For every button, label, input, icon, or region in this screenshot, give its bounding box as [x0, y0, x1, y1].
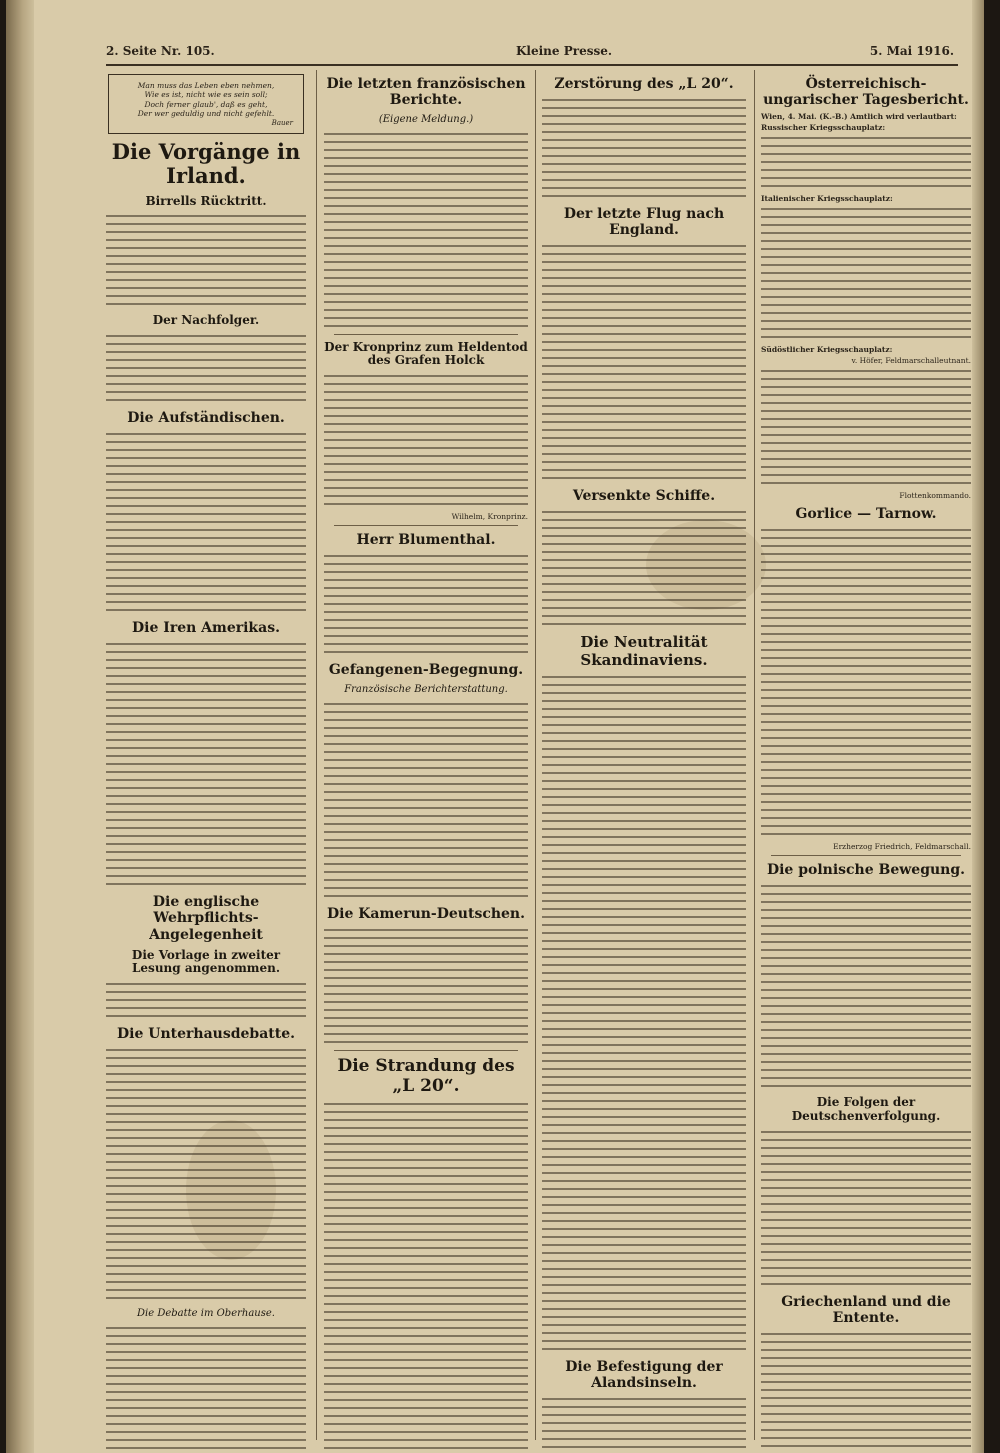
article-text-block [106, 430, 306, 614]
article-text-block [761, 526, 971, 838]
page-edge-shadow [972, 0, 984, 1453]
subhead-italienisch: Italienischer Kriegsschauplatz: [761, 194, 893, 204]
headline-kronprinz: Der Kronprinz zum Heldentod des Grafen Holck [324, 339, 528, 368]
subheadline-eigene-meldung: (Eigene Meldung.) [378, 114, 474, 126]
headline-folgen-deutschenverfolgung: Die Folgen der Deutschenverfolgung. [791, 1095, 941, 1124]
article-text-block [106, 1324, 306, 1450]
subheadline-wehrpflicht: Die Vorlage in zweiter Lesung angenommen. [131, 947, 281, 976]
dateline-wien: Wien, 4. Mai. (K.-B.) Amtlich wird verlautbart: [761, 112, 957, 122]
headline-tagesbericht: Österreichisch-ungarischer Tagesbericht. [763, 76, 969, 109]
headline-versenkte-schiffe: Versenkte Schiffe. [572, 488, 716, 505]
headline-strandung-l20: Die Strandung des „L 20“. [337, 1056, 515, 1096]
article-text-block [542, 673, 746, 1353]
headline-iren-amerikas: Die Iren Amerikas. [132, 620, 280, 637]
article-text-block [761, 1330, 971, 1450]
column-divider [754, 70, 755, 1440]
header-masthead: Kleine Presse. [516, 44, 613, 58]
subhead-suedost: Südöstlicher Kriegsschauplatz: [761, 345, 893, 355]
column-1 [106, 70, 306, 1450]
article-text-block [324, 926, 528, 1046]
headline-griechenland: Griechenland und die Entente. [781, 1293, 951, 1327]
page-header [106, 44, 954, 64]
article-text-block [542, 96, 746, 200]
signature-hoefer: v. Höfer, Feldmarschalleutnant. [851, 356, 971, 366]
headline-aufstaendischen: Die Aufständischen. [127, 410, 285, 427]
column-3 [542, 70, 746, 1450]
poem-author: Bauer [271, 118, 293, 127]
divider [771, 855, 961, 856]
headline-neutralitaet: Die Neutralität Skandinaviens. [580, 633, 708, 669]
headline-letzter-flug: Der letzte Flug nach England. [563, 206, 725, 239]
divider [334, 525, 518, 526]
column-2 [324, 70, 528, 1450]
headline-alandsinseln: Die Befestigung der Alandsinseln. [565, 1358, 723, 1391]
poem-line: Wie es ist, nicht wie es sein soll; [144, 90, 268, 100]
header-page-number: 2. Seite Nr. 105. [106, 44, 215, 58]
column-divider [316, 70, 317, 1440]
article-text-block [324, 700, 528, 900]
poem-line: Man muss das Leben eben nehmen, [137, 81, 275, 90]
subheadline-birrell: Birrells Rücktritt. [145, 193, 267, 208]
signature-flottenkommando: Flottenkommando. [899, 491, 971, 501]
divider [334, 1050, 518, 1051]
divider [334, 334, 518, 335]
column-4 [761, 70, 971, 1450]
headline-gefangenen: Gefangenen-Begegnung. [328, 662, 524, 679]
article-text-block [542, 1395, 746, 1450]
article-text-block [761, 367, 971, 487]
article-text-block [106, 212, 306, 308]
article-text-block [106, 1046, 306, 1302]
article-text-block [542, 508, 746, 628]
article-text-block [761, 882, 971, 1090]
signature-kronprinz: Wilhelm, Kronprinz. [451, 512, 528, 522]
headline-unterhausdebatte: Die Unterhausdebatte. [117, 1026, 295, 1043]
poem-line: Doch ferner glaub', daß es geht, [144, 99, 268, 109]
article-text-block [761, 134, 971, 190]
article-text-block [324, 552, 528, 656]
article-text-block [761, 205, 971, 341]
headline-kamerun: Die Kamerun-Deutschen. [327, 905, 525, 922]
headline-blumenthal: Herr Blumenthal. [356, 532, 496, 549]
headline-nachfolger: Der Nachfolger. [152, 313, 260, 328]
headline-franzoesische-berichte: Die letzten französischen Berichte. [326, 76, 526, 109]
headline-irland: Die Vorgänge in Irland. [111, 139, 301, 189]
poem-line: Der wer geduldig und nicht gefehlt. [137, 109, 275, 119]
headline-zerstoerung-l20: Zerstörung des „L 20“. [554, 76, 734, 92]
article-text-block [106, 640, 306, 888]
headline-wehrpflicht: Die englische Wehrpflichts-Angelegenheit [149, 894, 263, 943]
subhead-russisch: Russischer Kriegsschauplatz: [761, 123, 886, 133]
subheadline-berichterstattung: Französische Berichterstattung. [344, 684, 508, 696]
article-text-block [542, 242, 746, 482]
header-rule [106, 64, 958, 66]
subheadline-oberhaus: Die Debatte im Oberhause. [137, 1308, 275, 1320]
header-date: 5. Mai 1916. [869, 44, 954, 58]
signature-friedrich: Erzherzog Friedrich, Feldmarschall. [833, 842, 971, 852]
headline-polnische-bewegung: Die polnische Bewegung. [766, 862, 966, 879]
article-text-block [106, 332, 306, 404]
book-binding-edge [6, 0, 34, 1453]
article-text-block [106, 980, 306, 1020]
article-text-block [761, 1128, 971, 1288]
article-text-block [324, 130, 528, 330]
headline-gorlice-tarnow: Gorlice — Tarnow. [795, 506, 937, 523]
column-divider [535, 70, 536, 1440]
article-text-block [324, 1100, 528, 1450]
poem-box [108, 74, 304, 134]
article-text-block [324, 372, 528, 508]
newspaper-page [6, 0, 984, 1453]
